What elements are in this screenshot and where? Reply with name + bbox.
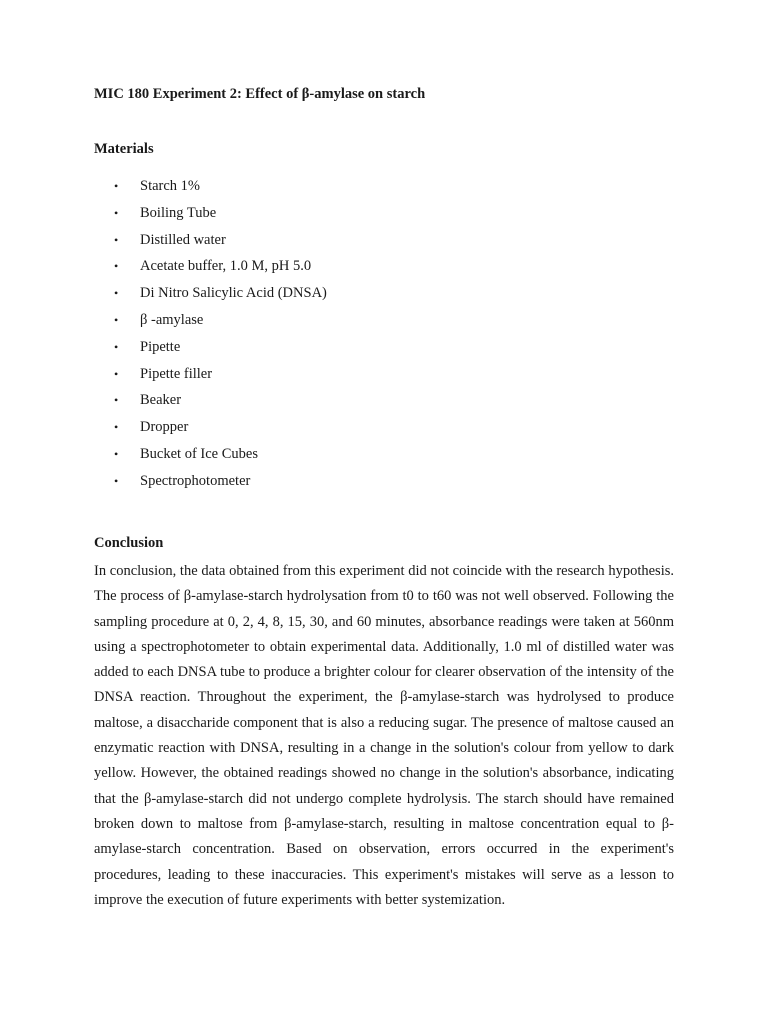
list-item xyxy=(114,307,327,334)
material-label: Acetate buffer, 1.0 M, pH 5.0 xyxy=(140,258,312,275)
bullet-icon: • xyxy=(114,232,119,247)
list-item xyxy=(114,361,327,388)
materials-list xyxy=(114,173,327,495)
bullet-icon: • xyxy=(114,312,119,327)
conclusion-heading: Conclusion xyxy=(94,535,164,551)
bullet-icon: • xyxy=(114,366,119,381)
bullet-icon: • xyxy=(114,393,119,408)
bullet-icon: • xyxy=(114,339,119,354)
material-label: Spectrophotometer xyxy=(140,472,251,489)
list-item xyxy=(114,253,327,280)
material-label: Di Nitro Salicylic Acid (DNSA) xyxy=(140,285,327,302)
list-item xyxy=(114,468,327,495)
list-item xyxy=(114,280,327,307)
material-label: β -amylase xyxy=(140,311,204,328)
material-label: Boiling Tube xyxy=(140,204,217,221)
material-label: Bucket of Ice Cubes xyxy=(140,445,258,462)
list-item xyxy=(114,227,327,254)
conclusion-paragraph: In conclusion, the data obtained from this experiment did not coincide with the research hypothesis. The process of β-amylase-starch hydrolysation from t0 to t60 was not well observed. Following the sampling procedure at 0, 2, 4, 8, 15, 30, and 60 minutes, absorbance readings were taken at 560nm using a spectrophotometer to obtain experimental data. Additionally, 1.0 ml of distilled water was added to each DNSA tube to produce a brighter colour for clearer observation of the intensity of the DNSA reaction. Throughout the experiment, the β-amylase-starch was hydrolysed to produce maltose, a disaccharide component that is also a reducing sugar. The presence of maltose caused an enzymatic reaction with DNSA, resulting in a change in the solution's colour from yellow to dark yellow. However, the obtained readings showed no change in the solution's absorbance, indicating that the β-amylase-starch did not undergo complete hydrolysis. The starch should have remained broken down to maltose from β-amylase-starch, resulting in maltose concentration equal to β-amylase-starch concentration. Based on observation, errors occurred in the experiment's procedures, leading to these inaccuracies. This experiment's mistakes will serve as a lesson to improve the execution of future experiments with better systemization. xyxy=(94,563,674,908)
list-item xyxy=(114,173,327,200)
list-item xyxy=(114,414,327,441)
material-label: Pipette filler xyxy=(140,365,213,382)
material-label: Beaker xyxy=(140,392,182,409)
bullet-icon: • xyxy=(114,420,119,435)
material-label: Dropper xyxy=(140,419,189,436)
list-item xyxy=(114,441,327,468)
list-item xyxy=(114,387,327,414)
list-item xyxy=(114,200,327,227)
material-label: Starch 1% xyxy=(140,178,200,194)
material-label: Distilled water xyxy=(140,231,226,248)
materials-heading: Materials xyxy=(94,141,154,157)
material-label: Pipette xyxy=(140,338,181,355)
list-item xyxy=(114,334,327,361)
bullet-icon: • xyxy=(114,446,119,461)
bullet-icon: • xyxy=(114,205,119,220)
bullet-icon: • xyxy=(114,259,119,274)
document-title: MIC 180 Experiment 2: Effect of β-amylase on starch xyxy=(94,86,426,102)
bullet-icon: • xyxy=(114,473,119,488)
bullet-icon: • xyxy=(114,179,119,193)
bullet-icon: • xyxy=(114,286,119,301)
